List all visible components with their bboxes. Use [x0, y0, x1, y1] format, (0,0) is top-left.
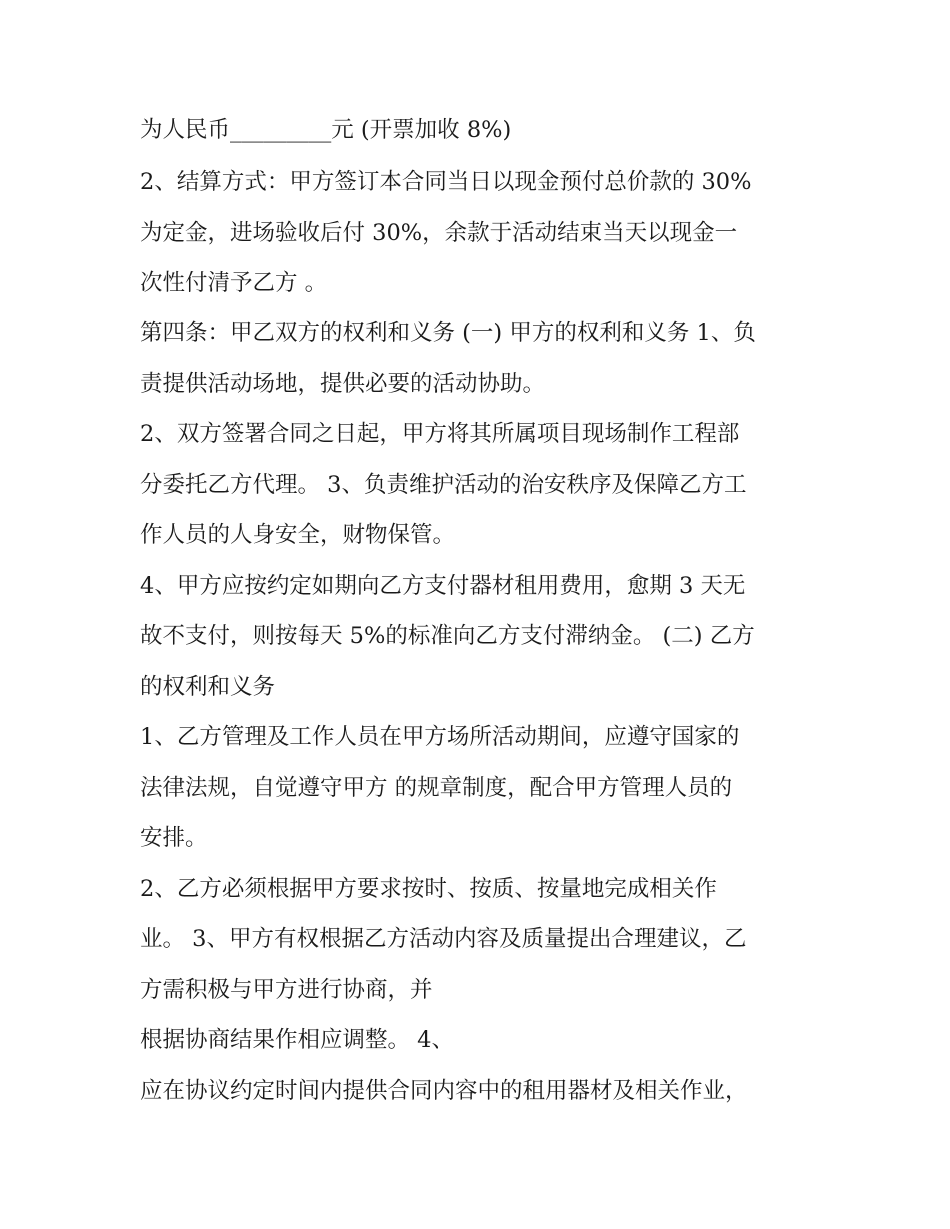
text-line: 责提供活动场地，提供必要的活动协助。: [140, 371, 546, 397]
text-line: 应在协议约定时间内提供合同内容中的租用器材及相关作业，: [140, 1078, 748, 1104]
text-line: 第四条：甲乙双方的权利和义务 (一) 甲方的权利和义务 1、负: [140, 320, 756, 346]
text-line: 2、双方签署合同之日起，甲方将其所属项目现场制作工程部: [140, 421, 740, 447]
text-line: 方需积极与甲方进行协商，并: [140, 977, 433, 1003]
text-line: 分委托乙方代理。 3、负责维护活动的治安秩序及保障乙方工: [140, 472, 747, 498]
text-line: 次性付清予乙方 。: [140, 270, 328, 296]
text-line: 作人员的人身安全，财物保管。: [140, 522, 456, 548]
text-line: 法律法规，自觉遵守甲方 的规章制度，配合甲方管理人员的: [140, 775, 733, 801]
text-line: 为定金，进场验收后付 30%，余款于活动结束当天以现金一: [140, 220, 738, 246]
text-line: 根据协商结果作相应调整。 4、: [140, 1027, 454, 1053]
text-line: 安排。: [140, 825, 208, 851]
text-line: 业。 3、甲方有权根据乙方活动内容及质量提出合理建议，乙: [140, 926, 747, 952]
text-line: 4、甲方应按约定如期向乙方支付器材租用费用，愈期 3 天无: [140, 573, 746, 599]
text-line: 故不支付，则按每天 5%的标准向乙方支付滞纳金。 (二) 乙方: [140, 623, 755, 649]
text-line: 的权利和义务: [140, 674, 276, 700]
text-line: 2、结算方式：甲方签订本合同当日以现金预付总价款的 30%: [140, 169, 752, 195]
text-line: 1、乙方管理及工作人员在甲方场所活动期间，应遵守国家的: [140, 724, 740, 750]
text-line: 2、乙方必须根据甲方要求按时、按质、按量地完成相关作: [140, 876, 717, 902]
text-line: 为人民币_________元 (开票加收 8%): [140, 117, 512, 143]
